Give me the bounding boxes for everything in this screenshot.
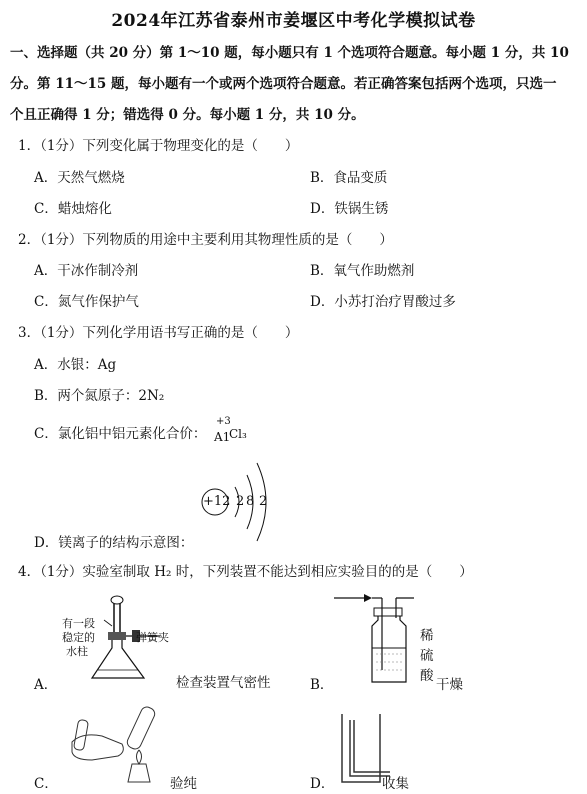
fig-b-label-2: 硫: [420, 648, 434, 664]
q2-option-b[interactable]: B．氧气作助燃剂: [310, 263, 415, 279]
section-line-2: 分。第 11～15 题，每小题有一个或两个选项符合题意。若正确答案包括两个选项，只选一: [10, 76, 557, 92]
gas-washing-bottle-figure: [334, 590, 424, 690]
section-instructions: [10, 38, 580, 131]
q3-option-d[interactable]: D．镁离子的结构示意图：: [34, 535, 194, 551]
question-2-stem: 2．（1分）下列物质的用途中主要利用其物理性质的是（ ）: [18, 232, 393, 248]
q4-option-a[interactable]: A．: [34, 677, 58, 693]
q2-option-d[interactable]: D．小苏打治疗胃酸过多: [310, 294, 456, 310]
q3-option-a[interactable]: A．水银：Ag: [34, 357, 117, 373]
q2-option-a[interactable]: A．干冰作制冷剂: [34, 263, 139, 279]
shell-3-electrons: 2: [259, 494, 268, 509]
shell-2-electrons: 8: [246, 494, 255, 509]
section-line-1: 一、选择题（共 20 分）第 1～10 题，每小题只有 1 个选项符合题意。每小题 1 分，共 10: [10, 45, 569, 61]
purity-test-figure: [62, 702, 182, 785]
q4-option-a-caption: 检查装置气密性: [176, 675, 271, 691]
q3-option-c[interactable]: C．氯化铝中铝元素化合价：: [34, 426, 207, 442]
fig-a-label-4: 弹簧夹: [136, 631, 169, 644]
q1-option-c[interactable]: C．蜡烛熔化: [34, 201, 112, 217]
q1-option-d[interactable]: D．铁锅生锈: [310, 201, 389, 217]
fig-a-label-2: 稳定的: [62, 631, 95, 644]
fig-b-label-3: 酸: [420, 668, 434, 684]
q4-option-b-caption: 干燥: [436, 677, 463, 693]
q4-option-b[interactable]: B．: [310, 677, 334, 693]
section-line-3: 个且正确得 1 分；错选得 0 分。每小题 1 分，共 10 分。: [10, 107, 365, 123]
question-1-stem: 1．（1分）下列变化属于物理变化的是（ ）: [18, 138, 299, 154]
q4-option-c-caption: 验纯: [170, 776, 197, 792]
q2-option-c[interactable]: C．氮气作保护气: [34, 294, 139, 310]
q1-option-b[interactable]: B．食品变质: [310, 170, 388, 186]
shell-1-electrons: 2: [236, 494, 245, 509]
q1-option-a[interactable]: A．天然气燃烧: [34, 170, 125, 186]
fig-b-label-1: 稀: [420, 628, 434, 644]
nucleus-charge: +12: [203, 494, 231, 509]
fig-a-label-3: 水柱: [66, 645, 88, 658]
question-4-stem: 4．（1分）实验室制取 H₂ 时，下列装置不能达到相应实验目的的是（ ）: [18, 564, 473, 580]
question-3-stem: 3．（1分）下列化学用语书写正确的是（ ）: [18, 325, 299, 341]
q4-option-d-caption: 收集: [382, 776, 409, 792]
page-title: 2024年江苏省泰州市姜堰区中考化学模拟试卷: [111, 11, 476, 31]
formula-al: A1: [214, 430, 231, 444]
valence-superscript: +3: [216, 416, 231, 427]
q4-option-d[interactable]: D．: [310, 776, 335, 792]
q4-option-c[interactable]: C．: [34, 776, 58, 792]
formula-cl3: Cl₃: [229, 427, 247, 441]
q3-option-b[interactable]: B．两个氮原子：2N₂: [34, 388, 165, 404]
fig-a-label-1: 有一段: [62, 617, 95, 630]
